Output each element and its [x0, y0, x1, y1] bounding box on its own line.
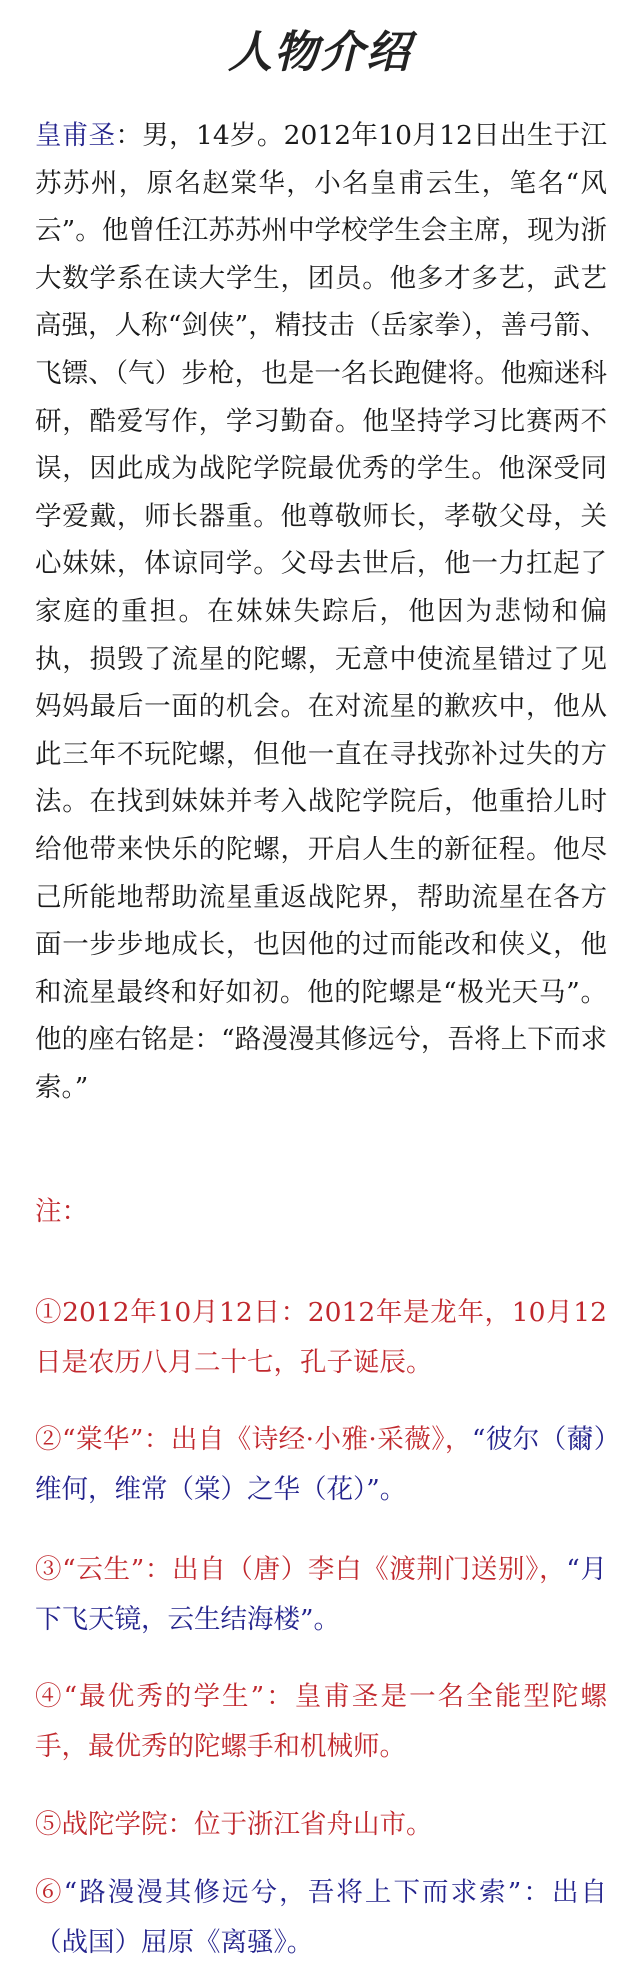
- note-6: [35, 1868, 607, 1968]
- note-5: ⑤战陀学院：位于浙江省舟山市。: [35, 1809, 433, 1840]
- note-3-source: ③“云生”：出自（唐）李白《渡荆门送别》，: [35, 1554, 567, 1585]
- character-name: 皇甫圣: [35, 120, 116, 151]
- page-title: 人物介绍: [228, 27, 412, 78]
- note-6-quote: “路漫漫其修远兮，吾将上下而求索”：: [63, 1877, 552, 1908]
- note-1: ①2012年10月12日：2012年是龙年，10月12日是农历八月二十七，孔子诞辰。: [35, 1297, 607, 1378]
- note-3-quote: “月下飞天镜，云生结海楼”。: [35, 1554, 607, 1635]
- note-2-quote: “彼尔（薾）维何，维常（棠）之华（花）”。: [35, 1424, 607, 1505]
- bio-text: ：男，14岁。2012年10月12日出生于江苏苏州，原名赵棠华，小名皇甫云生，笔名“风云”。他曾任江苏苏州中学校学生会主席，现为浙大数学系在读大学生，团员。他多才多艺，武艺高强，人称“剑侠”，精技击（岳家拳），善弓箭、 飞镖、（气）步枪，也是一名长跑健将。他痴迷科研，酷爱写作，学习勤奋。他坚持学习比赛两不误，因此成为战陀学院最优秀的学生。他深受同学爱戴，师长器重。他尊敬师长，孝敬父母，关心妹妹，体谅同学。父母去世后，他一力扛起了家庭的重担。在妹妹失踪后，他因为悲恸和偏执，损毁了流星的陀螺，无意中使流星错过了见妈妈最后一面的机会。在对流星的歉疚中，他从此三年不玩陀螺，但他一直在寻找弥补过失的方法。在找到妹妹并考入战陀学院后，他重拾儿时给他带来快乐的陀螺，开启人生的新征程。他尽己所能地帮助流星重返战陀界，帮助流星在各方面一步步地成长，也因他的过而能改和侠义，他和流星最终和好如初。他的陀螺是“极光天马”。他的座右铭是：“路漫漫其修远兮，吾将上下而求索。”: [35, 120, 607, 1103]
- note-3: [35, 1545, 607, 1645]
- note-4: ④“最优秀的学生”：皇甫圣是一名全能型陀螺手，最优秀的陀螺手和机械师。: [35, 1681, 607, 1762]
- bio-paragraph: [35, 112, 607, 1111]
- note-6-source: 出自（战国）屈原《离骚》。: [35, 1877, 608, 1958]
- note-2-source: ②“棠华”：出自《诗经·小雅·采薇》，: [35, 1424, 472, 1455]
- note-6-number: ⑥: [35, 1877, 64, 1908]
- note-2: [35, 1415, 607, 1515]
- notes-heading: 注：: [35, 1196, 88, 1227]
